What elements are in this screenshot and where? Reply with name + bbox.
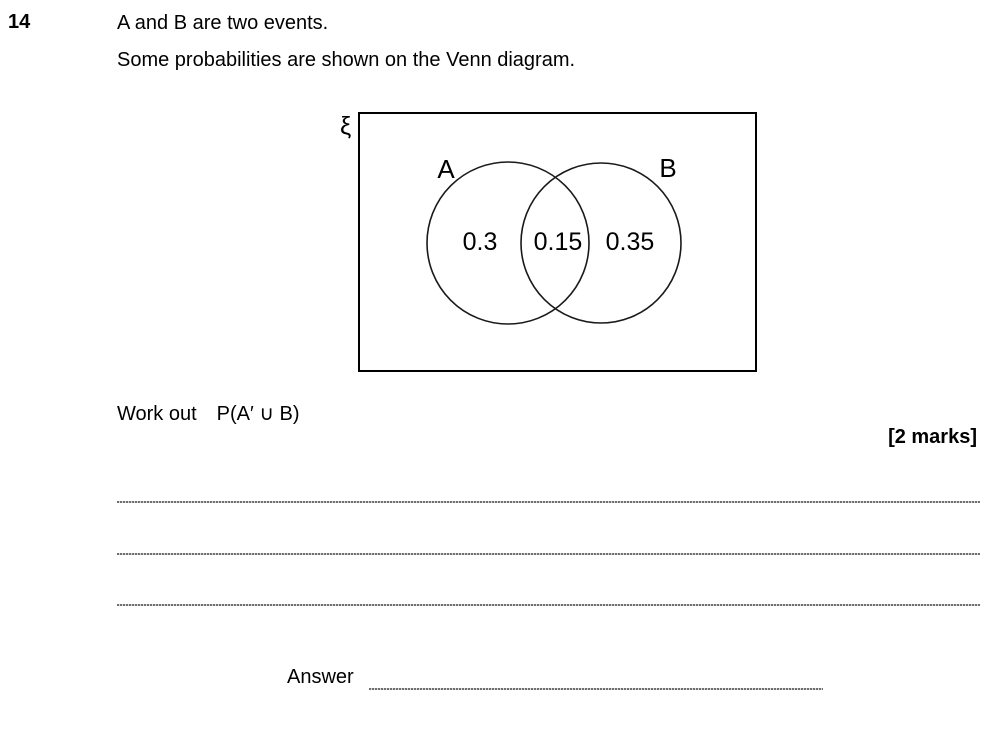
writing-line-2 xyxy=(117,553,980,555)
set-b-label: B xyxy=(659,153,677,183)
set-a-label: A xyxy=(437,154,455,184)
work-out-row xyxy=(117,401,300,426)
question-number: 14 xyxy=(8,11,31,33)
venn-diagram xyxy=(330,105,770,385)
intro-line-2: Some probabilities are shown on the Venn diagram. xyxy=(117,49,576,71)
probability-expression: P(A′ ∪ B) xyxy=(216,403,300,425)
marks-label: [2 marks] xyxy=(888,426,977,448)
writing-line-3 xyxy=(117,604,980,606)
intro-line-1: A and B are two events. xyxy=(117,12,329,34)
writing-line-1 xyxy=(117,501,980,503)
work-out-label: Work out xyxy=(117,403,197,425)
value-b-only: 0.35 xyxy=(605,228,655,256)
universal-set-symbol: ξ xyxy=(340,112,352,140)
answer-line xyxy=(369,688,823,690)
value-intersection: 0.15 xyxy=(533,228,583,256)
answer-label: Answer xyxy=(287,666,354,688)
value-a-only: 0.3 xyxy=(462,228,498,256)
